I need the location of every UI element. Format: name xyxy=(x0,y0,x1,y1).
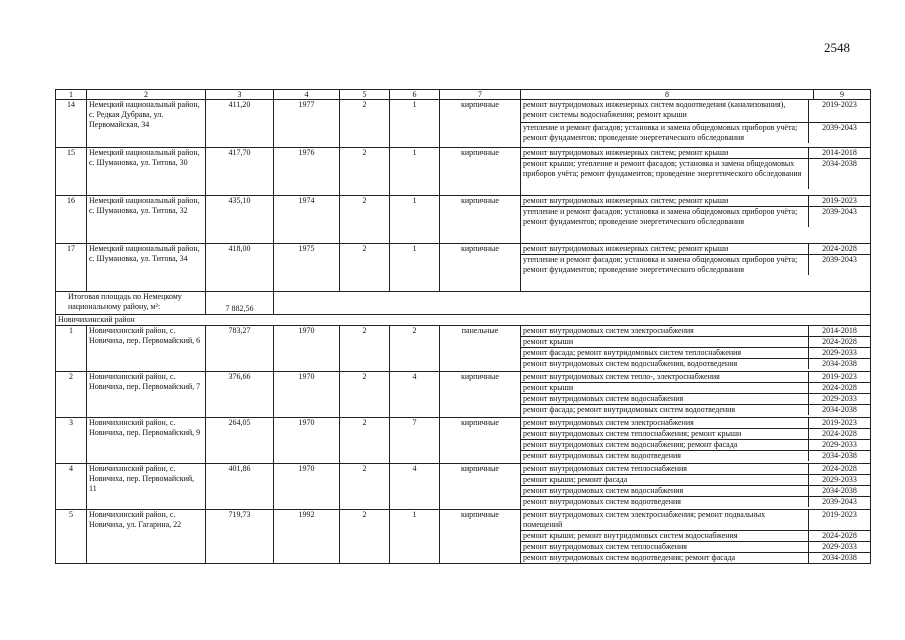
work-item xyxy=(521,394,870,405)
col-header: 8 xyxy=(521,90,814,100)
row-number: 16 xyxy=(56,196,87,244)
work-period: 2029-2033 xyxy=(809,348,871,359)
area-cell: 376,66 xyxy=(206,372,274,418)
works-cell xyxy=(521,100,871,148)
work-period: 2034-2038 xyxy=(809,486,871,497)
row-number: 17 xyxy=(56,244,87,292)
col-header: 1 xyxy=(56,90,87,100)
work-period: 2024-2028 xyxy=(809,383,871,394)
wall-material-cell: кирпичные xyxy=(440,148,521,196)
works-list xyxy=(521,244,870,275)
row-number: 2 xyxy=(56,372,87,418)
works-cell xyxy=(521,326,871,372)
area-cell: 435,10 xyxy=(206,196,274,244)
work-item xyxy=(521,475,870,486)
col-header: 5 xyxy=(340,90,390,100)
row-number: 3 xyxy=(56,418,87,464)
works-cell xyxy=(521,510,871,564)
row-number: 14 xyxy=(56,100,87,148)
work-period: 2039-2043 xyxy=(809,255,871,276)
row-number: 4 xyxy=(56,464,87,510)
address-cell: Новичихинский район, с. Новичиха, пер. Первомайский, 11 xyxy=(87,464,206,510)
wall-material-cell: кирпичные xyxy=(440,244,521,292)
address-cell: Немецкий национальный район, с. Шумановка, ул. Титова, 32 xyxy=(87,196,206,244)
work-period: 2034-2038 xyxy=(809,359,871,370)
repair-program-table xyxy=(55,89,871,564)
table-body xyxy=(56,90,871,564)
entrances-cell: 1 xyxy=(390,148,440,196)
floors-cell: 2 xyxy=(340,244,390,292)
work-item xyxy=(521,359,870,370)
floors-cell: 2 xyxy=(340,148,390,196)
table-row xyxy=(56,196,871,244)
address-cell: Немецкий национальный район, с. Шумановка, ул. Титова, 30 xyxy=(87,148,206,196)
work-period: 2019-2023 xyxy=(809,510,871,531)
area-cell: 401,86 xyxy=(206,464,274,510)
work-item xyxy=(521,148,870,159)
work-item xyxy=(521,100,870,123)
work-description: ремонт внутридомовых систем электроснабжения xyxy=(521,418,809,429)
wall-material-cell: кирпичные xyxy=(440,464,521,510)
work-description: ремонт внутридомовых систем электроснабжения xyxy=(521,326,809,337)
works-cell xyxy=(521,244,871,292)
year-cell: 1970 xyxy=(274,418,340,464)
work-item xyxy=(521,159,870,190)
work-item xyxy=(521,372,870,383)
work-period: 2024-2028 xyxy=(809,531,871,542)
year-cell: 1970 xyxy=(274,372,340,418)
year-cell: 1974 xyxy=(274,196,340,244)
work-item xyxy=(521,429,870,440)
entrances-cell: 4 xyxy=(390,372,440,418)
works-cell xyxy=(521,196,871,244)
wall-material-cell: панельные xyxy=(440,326,521,372)
work-period: 2019-2023 xyxy=(809,196,871,207)
work-item xyxy=(521,244,870,255)
row-number: 15 xyxy=(56,148,87,196)
work-period: 2034-2038 xyxy=(809,405,871,416)
work-item xyxy=(521,383,870,394)
address-cell: Новичихинский район, с. Новичиха, пер. Первомайский, 7 xyxy=(87,372,206,418)
work-period: 2024-2028 xyxy=(809,464,871,475)
table-row xyxy=(56,326,871,372)
entrances-cell: 1 xyxy=(390,196,440,244)
total-label: Итоговая площадь по Немецкому национальному району, м²: xyxy=(56,292,206,315)
floors-cell: 2 xyxy=(340,418,390,464)
work-item xyxy=(521,531,870,542)
work-item xyxy=(521,510,870,531)
address-cell: Новичихинский район, с. Новичиха, пер. Первомайский, 9 xyxy=(87,418,206,464)
floors-cell: 2 xyxy=(340,372,390,418)
work-period: 2019-2023 xyxy=(809,418,871,429)
entrances-cell: 2 xyxy=(390,326,440,372)
works-cell xyxy=(521,148,871,196)
floors-cell: 2 xyxy=(340,100,390,148)
table-row xyxy=(56,148,871,196)
year-cell: 1970 xyxy=(274,326,340,372)
work-description: ремонт внутридомовых систем водоотведения xyxy=(523,451,681,460)
col-header: 9 xyxy=(814,90,871,100)
work-description: ремонт крыши; ремонт фасада xyxy=(521,475,809,486)
works-list xyxy=(521,372,870,415)
area-cell: 411,20 xyxy=(206,100,274,148)
work-item xyxy=(521,207,870,228)
work-item xyxy=(521,486,870,497)
work-period: 2019-2023 xyxy=(809,100,871,123)
floors-cell: 2 xyxy=(340,464,390,510)
floors-cell: 2 xyxy=(340,196,390,244)
works-list xyxy=(521,418,870,461)
section-title: Новичихинский район xyxy=(56,315,871,326)
work-period: 2029-2033 xyxy=(809,475,871,486)
wall-material-cell: кирпичные xyxy=(440,510,521,564)
year-cell: 1977 xyxy=(274,100,340,148)
table-row xyxy=(56,100,871,148)
floors-cell: 2 xyxy=(340,510,390,564)
works-list xyxy=(521,100,870,143)
work-period: 2034-2038 xyxy=(809,553,871,564)
entrances-cell: 7 xyxy=(390,418,440,464)
work-period: 2034-2038 xyxy=(809,451,871,462)
work-period: 2039-2043 xyxy=(809,123,871,144)
works-list xyxy=(521,148,870,189)
work-description: ремонт внутридомовых систем теплоснабжения; ремонт крыши xyxy=(521,429,809,440)
work-period: 2014-2018 xyxy=(809,148,871,159)
work-item xyxy=(521,553,870,564)
col-header: 7 xyxy=(440,90,521,100)
work-description: ремонт крыши; ремонт внутридомовых систем водоснабжения xyxy=(521,531,809,542)
table-row xyxy=(56,510,871,564)
col-header: 2 xyxy=(87,90,206,100)
work-item xyxy=(521,196,870,207)
work-item xyxy=(521,440,870,451)
work-description: ремонт внутридомовых систем водоотведения xyxy=(523,497,681,506)
address-cell: Немецкий национальный район, с. Редкая Дубрава, ул. Первомайская, 34 xyxy=(87,100,206,148)
work-description: ремонт внутридомовых систем водоотведения; ремонт фасада xyxy=(523,553,736,562)
work-item xyxy=(521,451,870,462)
work-description: ремонт внутридомовых систем электроснабжения; ремонт подвальных помещений xyxy=(521,510,809,531)
work-description: ремонт внутридомовых систем водоснабжения xyxy=(521,394,809,405)
work-description: ремонт внутридомовых инженерных систем; ремонт крыши xyxy=(521,196,809,207)
work-description: ремонт крыши xyxy=(521,383,809,394)
works-cell xyxy=(521,418,871,464)
work-item xyxy=(521,497,870,508)
total-empty xyxy=(274,292,871,315)
work-period: 2039-2043 xyxy=(809,207,871,228)
wall-material-cell: кирпичные xyxy=(440,100,521,148)
work-item xyxy=(521,542,870,553)
page-number: 2548 xyxy=(824,40,850,55)
entrances-cell: 1 xyxy=(390,100,440,148)
entrances-cell: 1 xyxy=(390,510,440,564)
total-row xyxy=(56,292,871,315)
address-cell: Новичихинский район, с. Новичиха, ул. Гагарина, 22 xyxy=(87,510,206,564)
work-period: 2024-2028 xyxy=(809,429,871,440)
work-item xyxy=(521,464,870,475)
work-description: ремонт внутридомовых инженерных систем; ремонт крыши xyxy=(521,148,809,159)
work-description: ремонт крыши xyxy=(521,337,809,348)
row-number: 5 xyxy=(56,510,87,564)
works-list xyxy=(521,326,870,369)
work-period: 2029-2033 xyxy=(809,542,871,553)
work-description: ремонт внутридомовых систем теплоснабжения xyxy=(521,542,809,553)
work-description: утепление и ремонт фасадов; установка и замена общедомовых приборов учёта; ремонт фундаментов; проведение энергетического обследования xyxy=(523,123,798,142)
year-cell: 1975 xyxy=(274,244,340,292)
work-description: ремонт фасада; ремонт внутридомовых систем теплоснабжения xyxy=(521,348,809,359)
works-list xyxy=(521,464,870,507)
work-description: ремонт внутридомовых систем водоснабжения; ремонт фасада xyxy=(521,440,809,451)
area-cell: 719,73 xyxy=(206,510,274,564)
work-item xyxy=(521,123,870,144)
column-number-row xyxy=(56,90,871,100)
table-row xyxy=(56,372,871,418)
work-description: утепление и ремонт фасадов; установка и замена общедомовых приборов учёта; ремонт фундаментов; проведение энергетического обследования xyxy=(523,255,798,274)
wall-material-cell: кирпичные xyxy=(440,418,521,464)
floors-cell: 2 xyxy=(340,326,390,372)
year-cell: 1970 xyxy=(274,464,340,510)
area-cell: 783,27 xyxy=(206,326,274,372)
entrances-cell: 4 xyxy=(390,464,440,510)
address-cell: Немецкий национальный район, с. Шумановка, ул. Титова, 34 xyxy=(87,244,206,292)
works-cell xyxy=(521,372,871,418)
year-cell: 1992 xyxy=(274,510,340,564)
work-description: ремонт внутридомовых инженерных систем; ремонт крыши xyxy=(521,244,809,255)
work-description: ремонт внутридомовых систем теплоснабжения xyxy=(521,464,809,475)
work-description: утепление и ремонт фасадов; установка и замена общедомовых приборов учёта; ремонт фундаментов; проведение энергетического обследования xyxy=(523,207,798,226)
work-description: ремонт внутридомовых систем водоснабжения, водоотведения xyxy=(523,359,738,368)
table-row xyxy=(56,464,871,510)
col-header: 6 xyxy=(390,90,440,100)
work-description: ремонт фасада; ремонт внутридомовых систем водоотведения xyxy=(523,405,736,414)
works-cell xyxy=(521,464,871,510)
wall-material-cell: кирпичные xyxy=(440,196,521,244)
row-number: 1 xyxy=(56,326,87,372)
work-period: 2014-2018 xyxy=(809,326,871,337)
work-item xyxy=(521,405,870,416)
work-period: 2034-2038 xyxy=(809,159,871,190)
works-list xyxy=(521,196,870,227)
col-header: 4 xyxy=(274,90,340,100)
entrances-cell: 1 xyxy=(390,244,440,292)
work-description: ремонт внутридомовых систем водоснабжения xyxy=(521,486,809,497)
work-period: 2029-2033 xyxy=(809,394,871,405)
address-cell: Новичихинский район, с. Новичиха, пер. Первомайский, 6 xyxy=(87,326,206,372)
work-item xyxy=(521,326,870,337)
total-value: 7 882,56 xyxy=(206,292,274,315)
section-row xyxy=(56,315,871,326)
work-item xyxy=(521,418,870,429)
work-period: 2024-2028 xyxy=(809,337,871,348)
work-description: ремонт внутридомовых систем тепло-, электроснабжения xyxy=(521,372,809,383)
work-item xyxy=(521,348,870,359)
wall-material-cell: кирпичные xyxy=(440,372,521,418)
table-row xyxy=(56,244,871,292)
table-row xyxy=(56,418,871,464)
work-item xyxy=(521,337,870,348)
work-period: 2019-2023 xyxy=(809,372,871,383)
year-cell: 1976 xyxy=(274,148,340,196)
work-description: ремонт внутридомовых инженерных систем водоотведения (канализования), ремонт системы водоснабжения; ремонт крыши xyxy=(521,100,809,123)
work-period: 2024-2028 xyxy=(809,244,871,255)
work-period: 2039-2043 xyxy=(809,497,871,508)
area-cell: 417,70 xyxy=(206,148,274,196)
area-cell: 264,05 xyxy=(206,418,274,464)
work-period: 2029-2033 xyxy=(809,440,871,451)
col-header: 3 xyxy=(206,90,274,100)
work-description: ремонт крыши; утепление и ремонт фасадов; установка и замена общедомовых приборов учёта; ремонт фундаментов; проведение энергетического обследования xyxy=(523,159,802,178)
area-cell: 418,00 xyxy=(206,244,274,292)
work-item xyxy=(521,255,870,276)
works-list xyxy=(521,510,870,563)
